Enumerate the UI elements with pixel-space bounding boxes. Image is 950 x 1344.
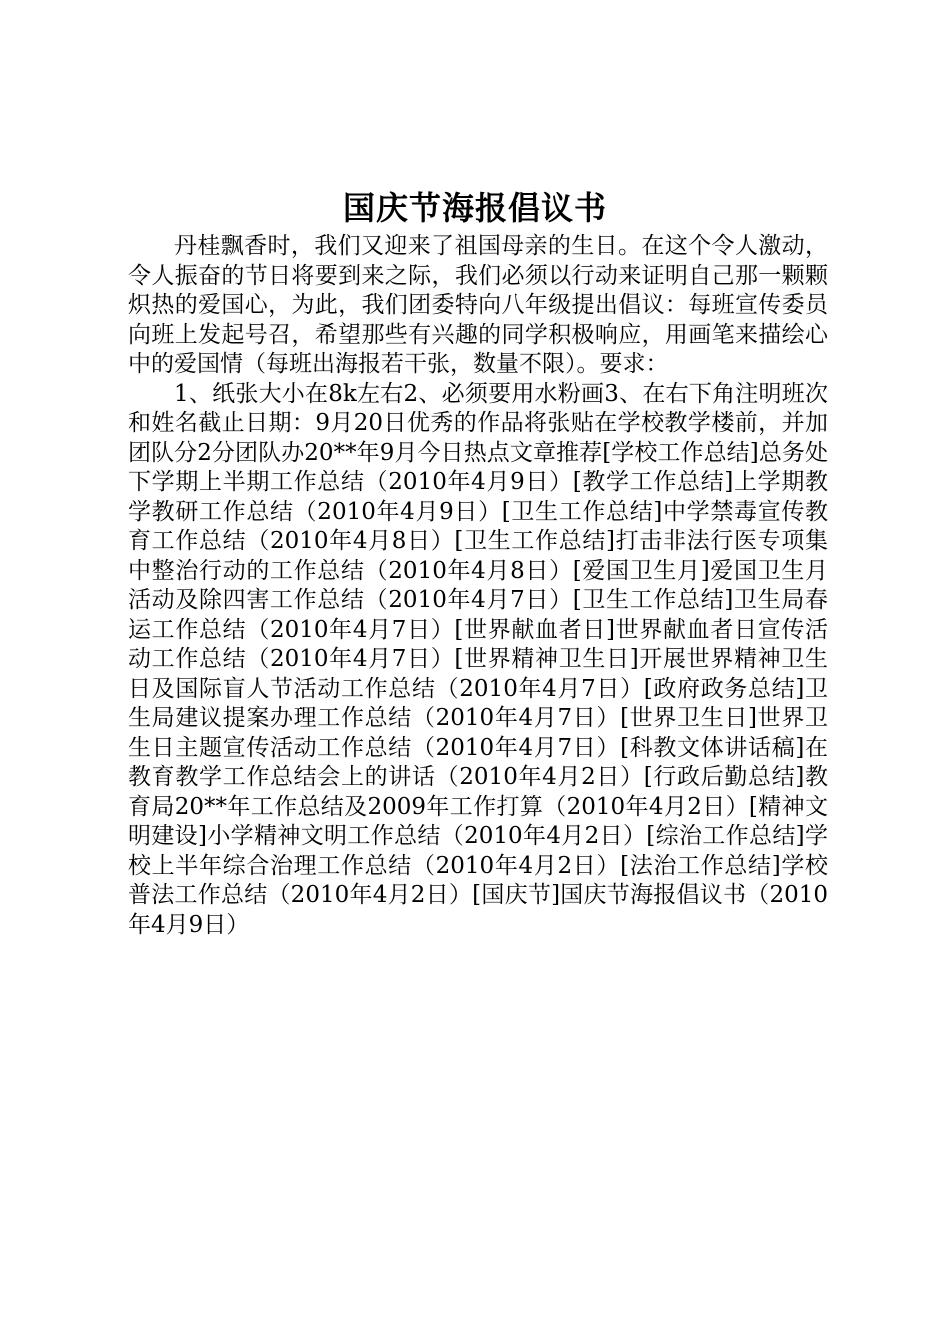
paragraph-intro: 丹桂飘香时，我们又迎来了祖国母亲的生日。在这个令人激动，令人振奋的节日将要到来之际，我们必须以行动来证明自己那一颗颗炽热的爱国心，为此，我们团委特向八年级提出倡议：每班宣传委员向班上发起号召，希望那些有兴趣的同学积极响应，用画笔来描绘心中的爱国情（每班出海报若干张，数量不限）。要求：	[128, 233, 828, 377]
document-title: 国庆节海报倡议书	[342, 189, 607, 227]
document-body	[128, 232, 828, 940]
paragraph-requirements: 1、纸张大小在8k左右2、必须要用水粉画3、在右下角注明班次和姓名截止日期：9月20日优秀的作品将张贴在学校教学楼前，并加团队分2分团队办20**年9月今日热点文章推荐[学校工作总结]总务处下学期上半期工作总结（2010年4月9日）[教学工作总结]上学期教学教研工作总结（2010年4月9日）[卫生工作总结]中学禁毒宣传教育工作总结（2010年4月8日）[卫生工作总结]打击非法行医专项集中整治行动的工作总结（2010年4月8日）[爱国卫生月]爱国卫生月活动及除四害工作总结（2010年4月7日）[卫生工作总结]卫生局春运工作总结（2010年4月7日）[世界献血者日]世界献血者日宣传活动工作总结（2010年4月7日）[世界精神卫生日]开展世界精神卫生日及国际盲人节活动工作总结（2010年4月7日）[政府政务总结]卫生局建议提案办理工作总结（2010年4月7日）[世界卫生日]世界卫生日主题宣传活动工作总结（2010年4月7日）[科教文体讲话稿]在教育教学工作总结会上的讲话（2010年4月2日）[行政后勤总结]教育局20**年工作总结及2009年工作打算（2010年4月2日）[精神文明建设]小学精神文明工作总结（2010年4月2日）[综治工作总结]学校上半年综合治理工作总结（2010年4月2日）[法治工作总结]学校普法工作总结（2010年4月2日）[国庆节]国庆节海报倡议书（2010年4月9日）	[128, 380, 828, 938]
